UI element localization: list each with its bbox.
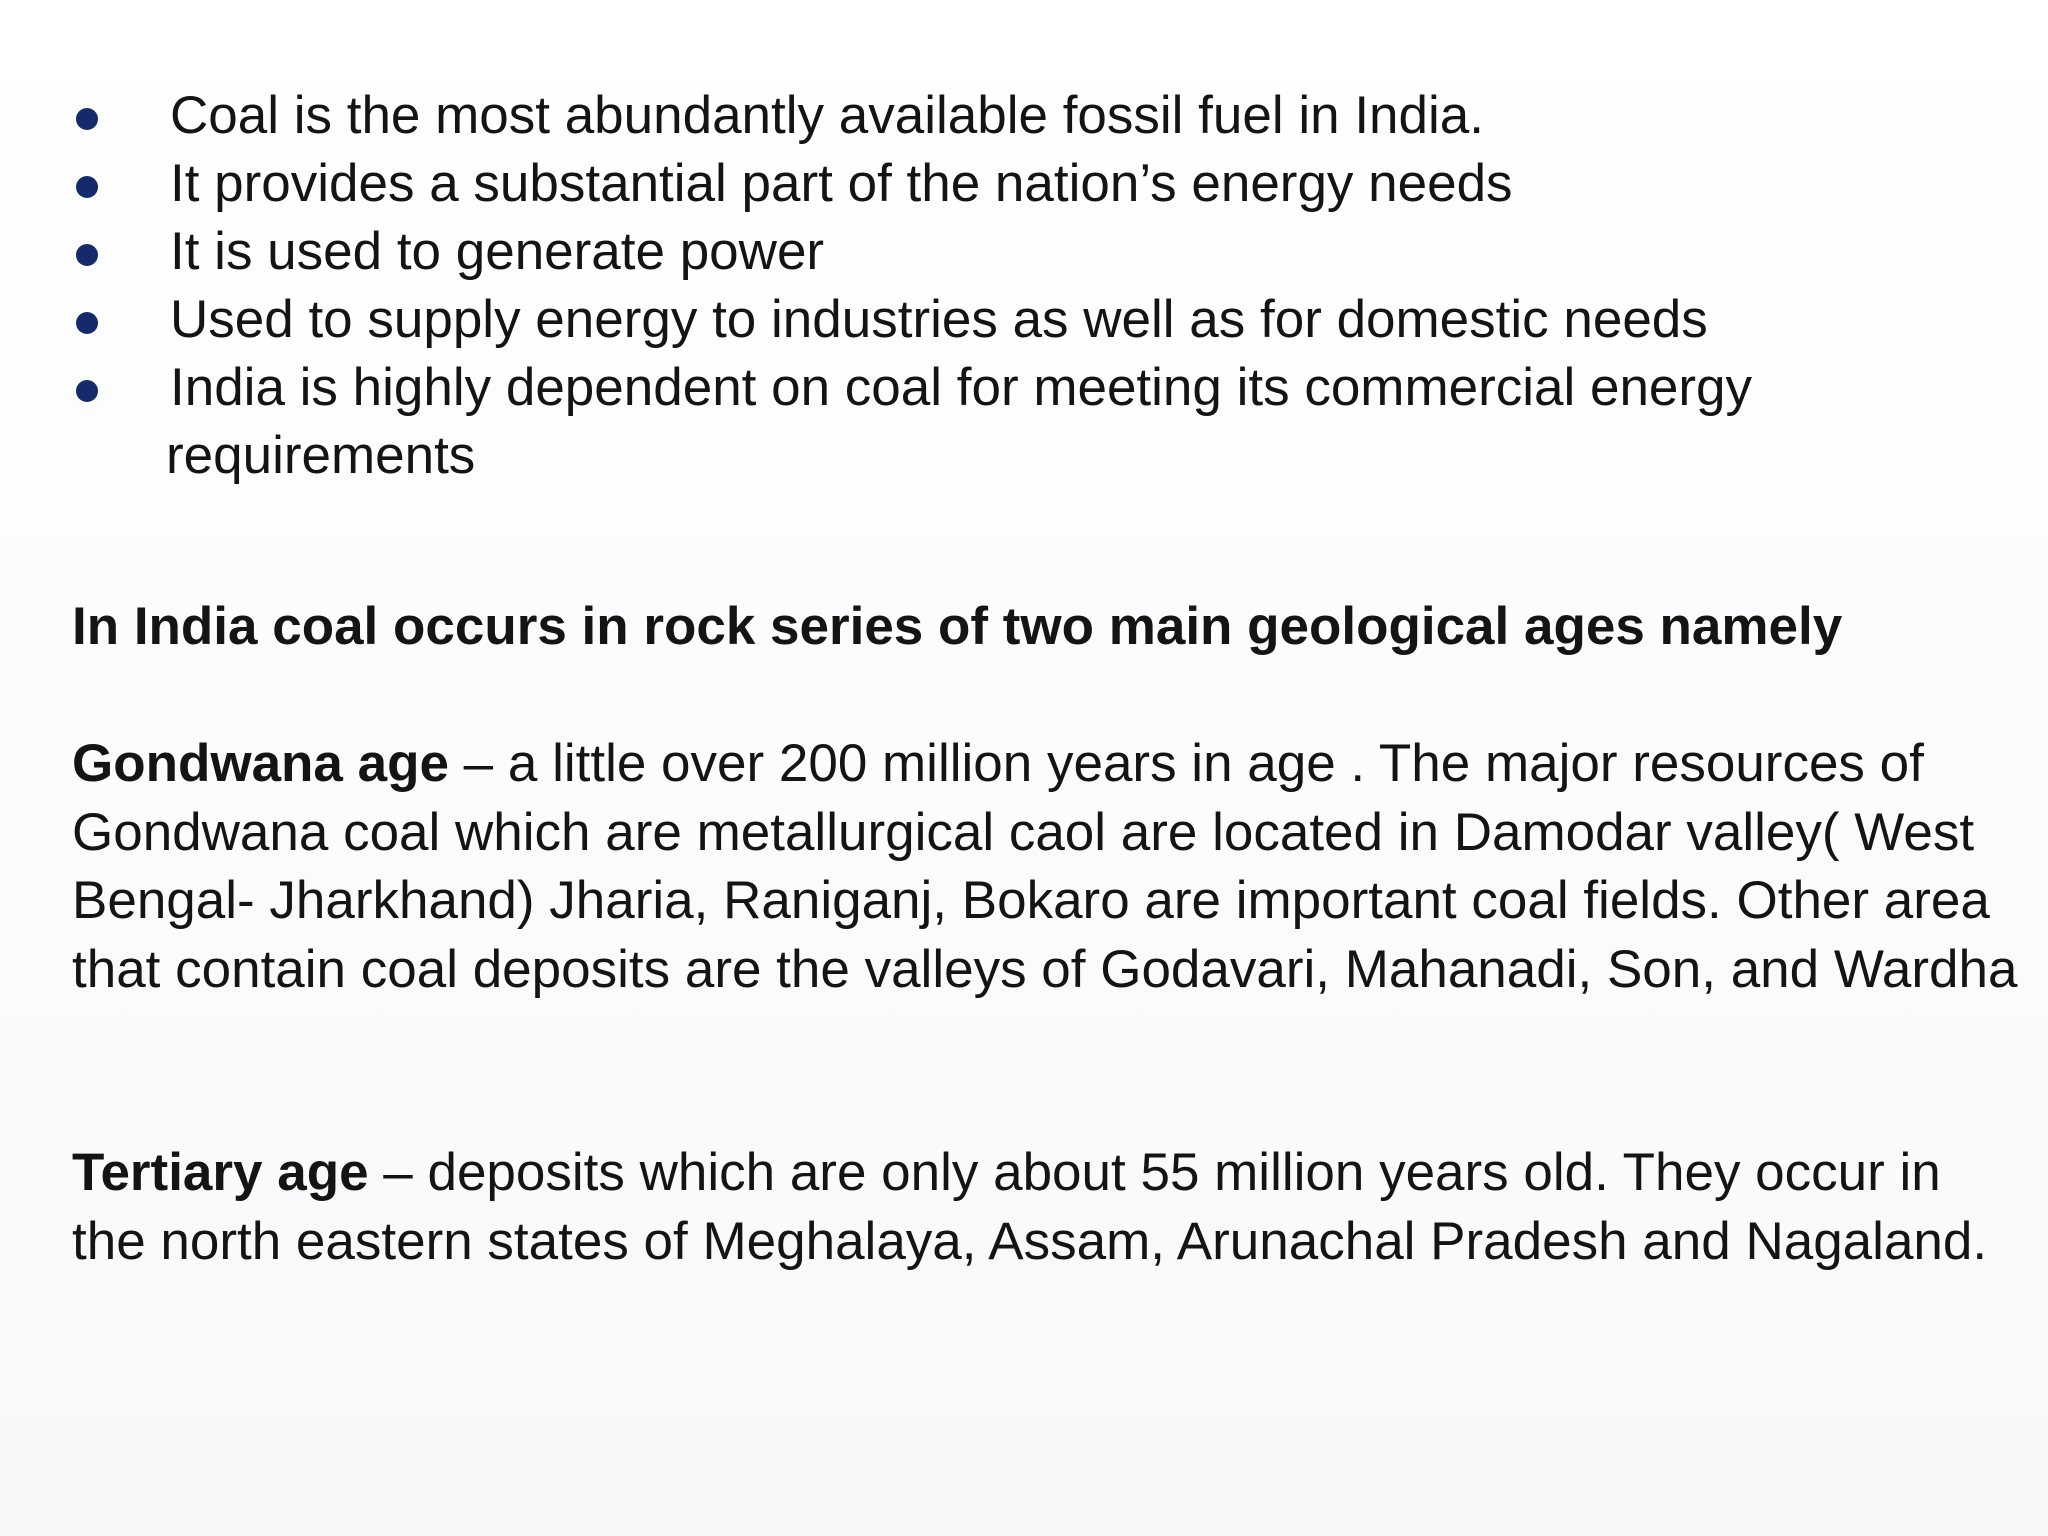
bullet-text: It provides a substantial part of the nation’s energy needs	[170, 154, 1513, 213]
bullet-list	[70, 82, 2000, 490]
bullet-dot-icon	[76, 108, 98, 130]
gondwana-description: – a little over 200 million years in age . The major resources of Gondwana coal which are metallurgical caol are located in Damodar valley( West Bengal- Jharkhand) Jharia, Raniganj, Bokaro are important coal fields. Other area that contain coal deposits are the valleys of Godavari, Mahanadi, Son, and Wardha	[72, 734, 2018, 999]
bullet-item	[70, 218, 2000, 286]
bullet-dot-icon	[76, 380, 98, 402]
bullet-dot-icon	[76, 244, 98, 266]
bullet-item	[70, 286, 2000, 354]
tertiary-paragraph	[72, 1139, 2022, 1276]
bullet-text: Coal is the most abundantly available fossil fuel in India.	[170, 86, 1484, 145]
tertiary-term: Tertiary age	[72, 1143, 369, 1202]
tertiary-description: – deposits which are only about 55 million years old. They occur in the north eastern states of Meghalaya, Assam, Arunachal Pradesh and Nagaland.	[72, 1143, 1988, 1271]
bullet-text-continuation: requirements	[166, 426, 476, 485]
bullet-item	[70, 82, 2000, 150]
bullet-text: It is used to generate power	[170, 222, 825, 281]
bullet-dot-icon	[76, 176, 98, 198]
gondwana-term: Gondwana age	[72, 734, 449, 793]
bullet-item	[70, 354, 2000, 490]
bullet-text: India is highly dependent on coal for meeting its commercial energy	[170, 358, 1753, 417]
gondwana-paragraph	[72, 730, 2022, 1004]
bullet-dot-icon	[76, 312, 98, 334]
bullet-item	[70, 150, 2000, 218]
bullet-text: Used to supply energy to industries as well as for domestic needs	[170, 290, 1708, 349]
section-heading: In India coal occurs in rock series of two main geological ages namely	[72, 597, 1843, 656]
